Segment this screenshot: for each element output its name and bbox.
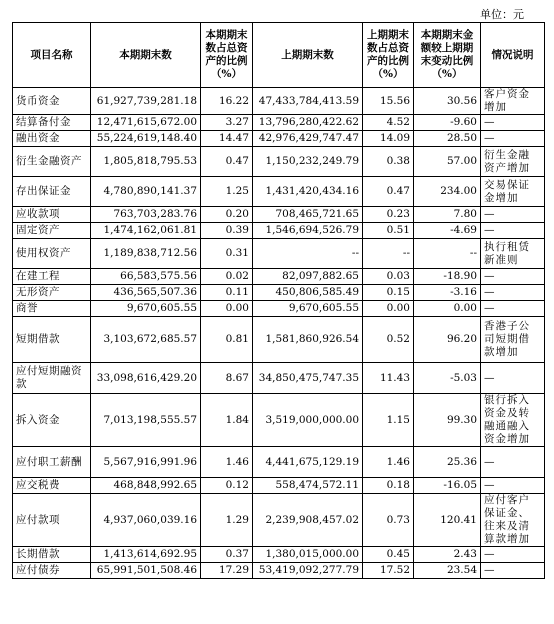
row-current-ratio: 0.11: [201, 285, 253, 301]
row-item-name: 应交税费: [13, 478, 91, 494]
table-row: [13, 223, 545, 239]
row-previous-ratio: 1.46: [363, 447, 414, 478]
row-previous-value: 2,239,908,457.02: [253, 494, 363, 547]
row-change-ratio: 23.54: [414, 563, 481, 579]
row-previous-ratio: 0.38: [363, 147, 414, 177]
row-note: —: [481, 363, 545, 394]
row-previous-value: 47,433,784,413.59: [253, 88, 363, 115]
table-row: [13, 177, 545, 207]
row-previous-value: 82,097,882.65: [253, 269, 363, 285]
row-note: —: [481, 115, 545, 131]
row-change-ratio: -9.60: [414, 115, 481, 131]
table-body: [13, 88, 545, 579]
row-current-ratio: 0.81: [201, 317, 253, 363]
row-current-ratio: 17.29: [201, 563, 253, 579]
row-previous-ratio: 14.09: [363, 131, 414, 147]
row-current-value: 65,991,501,508.46: [91, 563, 201, 579]
row-previous-value: 450,806,585.49: [253, 285, 363, 301]
row-previous-ratio: 0.73: [363, 494, 414, 547]
row-item-name: 在建工程: [13, 269, 91, 285]
table-row: [13, 563, 545, 579]
row-current-value: 12,471,615,672.00: [91, 115, 201, 131]
row-note: —: [481, 478, 545, 494]
row-change-ratio: 30.56: [414, 88, 481, 115]
table-row: [13, 478, 545, 494]
table-row: [13, 147, 545, 177]
table-row: [13, 547, 545, 563]
header-current-ratio: 本期期末数占总资产的比例（%）: [201, 23, 253, 88]
row-change-ratio: 120.41: [414, 494, 481, 547]
row-note: 香港子公司短期借款增加: [481, 317, 545, 363]
row-note: —: [481, 563, 545, 579]
row-previous-value: 42,976,429,747.47: [253, 131, 363, 147]
row-previous-value: 1,380,015,000.00: [253, 547, 363, 563]
row-previous-value: 1,546,694,526.79: [253, 223, 363, 239]
header-previous-end: 上期期末数: [253, 23, 363, 88]
row-previous-ratio: 17.52: [363, 563, 414, 579]
row-previous-ratio: 1.15: [363, 394, 414, 447]
row-current-ratio: 3.27: [201, 115, 253, 131]
row-item-name: 融出资金: [13, 131, 91, 147]
row-previous-value: 9,670,605.55: [253, 301, 363, 317]
row-item-name: 应收款项: [13, 207, 91, 223]
row-previous-ratio: 0.45: [363, 547, 414, 563]
row-previous-ratio: 0.51: [363, 223, 414, 239]
row-current-value: 61,927,739,281.18: [91, 88, 201, 115]
row-change-ratio: -3.16: [414, 285, 481, 301]
row-previous-ratio: 0.03: [363, 269, 414, 285]
row-current-value: 7,013,198,555.57: [91, 394, 201, 447]
row-current-ratio: 0.37: [201, 547, 253, 563]
row-change-ratio: 2.43: [414, 547, 481, 563]
row-current-value: 436,565,507.36: [91, 285, 201, 301]
row-current-value: 55,224,619,148.40: [91, 131, 201, 147]
table-row: [13, 494, 545, 547]
row-previous-value: 3,519,000,000.00: [253, 394, 363, 447]
row-previous-ratio: 15.56: [363, 88, 414, 115]
header-change-ratio: 本期期末金额较上期期末变动比例（%）: [414, 23, 481, 88]
row-current-value: 4,937,060,039.16: [91, 494, 201, 547]
row-item-name: 应付债券: [13, 563, 91, 579]
row-previous-ratio: 0.47: [363, 177, 414, 207]
row-previous-value: 1,150,232,249.79: [253, 147, 363, 177]
row-current-ratio: 14.47: [201, 131, 253, 147]
row-current-ratio: 8.67: [201, 363, 253, 394]
assets-liabilities-table: [12, 22, 545, 579]
row-change-ratio: 96.20: [414, 317, 481, 363]
row-current-ratio: 1.84: [201, 394, 253, 447]
row-previous-ratio: 0.52: [363, 317, 414, 363]
row-current-value: 1,805,818,795.53: [91, 147, 201, 177]
row-item-name: 应付短期融资款: [13, 363, 91, 394]
row-current-value: 33,098,616,429.20: [91, 363, 201, 394]
row-change-ratio: 0.00: [414, 301, 481, 317]
row-change-ratio: -4.69: [414, 223, 481, 239]
row-previous-value: 558,474,572.11: [253, 478, 363, 494]
table-row: [13, 285, 545, 301]
table-row: [13, 131, 545, 147]
row-current-value: 5,567,916,991.96: [91, 447, 201, 478]
row-current-ratio: 1.25: [201, 177, 253, 207]
row-note: 客户资金增加: [481, 88, 545, 115]
table-header-row: [13, 23, 545, 88]
row-note: —: [481, 131, 545, 147]
row-current-ratio: 0.47: [201, 147, 253, 177]
row-change-ratio: 234.00: [414, 177, 481, 207]
row-note: —: [481, 547, 545, 563]
row-previous-ratio: 0.18: [363, 478, 414, 494]
row-item-name: 货币资金: [13, 88, 91, 115]
row-change-ratio: 7.80: [414, 207, 481, 223]
row-previous-value: 4,441,675,129.19: [253, 447, 363, 478]
row-item-name: 衍生金融资产: [13, 147, 91, 177]
row-previous-value: 1,431,420,434.16: [253, 177, 363, 207]
row-current-ratio: 16.22: [201, 88, 253, 115]
row-current-ratio: 0.00: [201, 301, 253, 317]
table-row: [13, 447, 545, 478]
row-current-ratio: 0.39: [201, 223, 253, 239]
row-note: —: [481, 301, 545, 317]
row-item-name: 应付款项: [13, 494, 91, 547]
row-current-ratio: 1.29: [201, 494, 253, 547]
table-row: [13, 301, 545, 317]
header-item-name: 项目名称: [13, 23, 91, 88]
row-current-value: 66,583,575.56: [91, 269, 201, 285]
row-previous-value: 34,850,475,747.35: [253, 363, 363, 394]
row-previous-ratio: 0.15: [363, 285, 414, 301]
table-row: [13, 115, 545, 131]
row-item-name: 无形资产: [13, 285, 91, 301]
table-row: [13, 363, 545, 394]
row-current-value: 468,848,992.65: [91, 478, 201, 494]
row-current-value: 1,474,162,061.81: [91, 223, 201, 239]
row-change-ratio: -5.03: [414, 363, 481, 394]
header-current-end: 本期期末数: [91, 23, 201, 88]
table-row: [13, 394, 545, 447]
row-change-ratio: 57.00: [414, 147, 481, 177]
row-note: 银行拆入资金及转融通融入资金增加: [481, 394, 545, 447]
row-item-name: 短期借款: [13, 317, 91, 363]
row-note: —: [481, 207, 545, 223]
row-change-ratio: -18.90: [414, 269, 481, 285]
row-previous-value: 1,581,860,926.54: [253, 317, 363, 363]
row-previous-ratio: 4.52: [363, 115, 414, 131]
row-current-value: 1,189,838,712.56: [91, 239, 201, 269]
table-row: [13, 239, 545, 269]
row-note: 执行租赁新准则: [481, 239, 545, 269]
row-current-value: 1,413,614,692.95: [91, 547, 201, 563]
row-previous-value: 708,465,721.65: [253, 207, 363, 223]
table-row: [13, 88, 545, 115]
row-change-ratio: 25.36: [414, 447, 481, 478]
table-row: [13, 207, 545, 223]
row-note: 应付客户保证金、往来及清算款增加: [481, 494, 545, 547]
row-item-name: 结算备付金: [13, 115, 91, 131]
row-note: —: [481, 223, 545, 239]
row-item-name: 存出保证金: [13, 177, 91, 207]
row-previous-value: 53,419,092,277.79: [253, 563, 363, 579]
row-previous-ratio: 11.43: [363, 363, 414, 394]
row-change-ratio: 99.30: [414, 394, 481, 447]
row-note: 交易保证金增加: [481, 177, 545, 207]
row-previous-ratio: 0.00: [363, 301, 414, 317]
unit-label: 单位：元: [480, 8, 524, 21]
table-row: [13, 317, 545, 363]
row-current-ratio: 0.02: [201, 269, 253, 285]
row-current-ratio: 0.20: [201, 207, 253, 223]
row-current-value: 763,703,283.76: [91, 207, 201, 223]
table-row: [13, 269, 545, 285]
header-previous-ratio: 上期期末数占总资产的比例（%）: [363, 23, 414, 88]
row-previous-ratio: --: [363, 239, 414, 269]
row-previous-value: 13,796,280,422.62: [253, 115, 363, 131]
row-current-value: 9,670,605.55: [91, 301, 201, 317]
row-current-ratio: 0.12: [201, 478, 253, 494]
row-change-ratio: -16.05: [414, 478, 481, 494]
row-current-value: 3,103,672,685.57: [91, 317, 201, 363]
row-item-name: 拆入资金: [13, 394, 91, 447]
row-note: 衍生金融资产增加: [481, 147, 545, 177]
row-current-ratio: 1.46: [201, 447, 253, 478]
row-note: —: [481, 285, 545, 301]
row-note: —: [481, 269, 545, 285]
row-previous-value: --: [253, 239, 363, 269]
row-item-name: 使用权资产: [13, 239, 91, 269]
row-change-ratio: --: [414, 239, 481, 269]
row-item-name: 固定资产: [13, 223, 91, 239]
row-change-ratio: 28.50: [414, 131, 481, 147]
row-item-name: 商誉: [13, 301, 91, 317]
row-note: —: [481, 447, 545, 478]
header-note: 情况说明: [481, 23, 545, 88]
row-previous-ratio: 0.23: [363, 207, 414, 223]
row-current-ratio: 0.31: [201, 239, 253, 269]
row-item-name: 应付职工薪酬: [13, 447, 91, 478]
row-item-name: 长期借款: [13, 547, 91, 563]
row-current-value: 4,780,890,141.37: [91, 177, 201, 207]
